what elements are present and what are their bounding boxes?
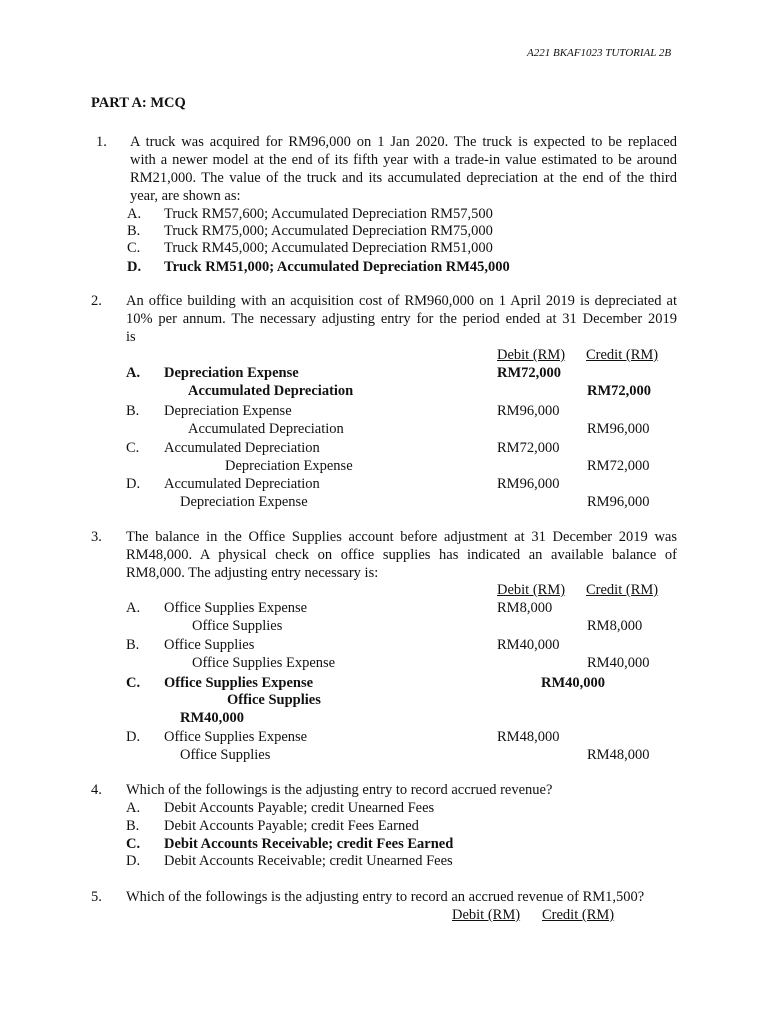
option-letter: A.: [126, 800, 141, 816]
question-text-line: with a newer model at the end of its fifth year with a trade-in value estimated to be around: [130, 152, 677, 168]
credit-amount: RM40,000: [587, 655, 650, 671]
credit-column-header: Credit (RM): [586, 582, 659, 598]
option-letter: D.: [126, 853, 141, 869]
question-text-line: A truck was acquired for RM96,000 on 1 Jan 2020. The truck is expected to be replaced: [130, 134, 677, 150]
page-header: A221 BKAF1023 TUTORIAL 2B: [527, 47, 672, 59]
question-number: 4.: [91, 782, 102, 798]
credit-account: Depreciation Expense: [225, 458, 353, 474]
debit-column-header: Debit (RM): [452, 907, 521, 923]
debit-amount: RM72,000: [497, 440, 560, 456]
option-text-answer: Truck RM51,000; Accumulated Depreciation RM45,000: [164, 259, 510, 275]
debit-account: Depreciation Expense: [164, 403, 292, 419]
credit-account: Office Supplies: [180, 747, 271, 763]
question-number: 2.: [91, 293, 102, 309]
question-text: Which of the followings is the adjusting entry to record an accrued revenue of RM1,500?: [126, 889, 645, 905]
debit-amount: RM96,000: [497, 476, 560, 492]
credit-account: Office Supplies: [227, 692, 321, 708]
credit-amount: RM48,000: [587, 747, 650, 763]
credit-amount: RM96,000: [587, 494, 650, 510]
question-text-line: An office building with an acquisition cost of RM960,000 on 1 April 2019 is depreciated at: [126, 293, 677, 309]
debit-amount: RM40,000: [497, 637, 560, 653]
question-text-line: year, are shown as:: [130, 188, 241, 204]
credit-amount: RM8,000: [587, 618, 643, 634]
option-text: Debit Accounts Payable; credit Unearned Fees: [164, 800, 435, 816]
debit-account: Accumulated Depreciation: [164, 476, 320, 492]
debit-amount: RM8,000: [497, 600, 553, 616]
question-number: 3.: [91, 529, 102, 545]
option-text: Truck RM45,000; Accumulated Depreciation RM51,000: [164, 240, 493, 256]
credit-account: Office Supplies: [192, 618, 283, 634]
option-letter: C.: [126, 440, 140, 456]
debit-amount: RM72,000: [497, 365, 562, 381]
credit-amount: RM72,000: [587, 458, 650, 474]
debit-account: Office Supplies Expense: [164, 600, 308, 616]
question-text: Which of the followings is the adjusting entry to record accrued revenue?: [126, 782, 553, 798]
option-letter: D.: [126, 729, 141, 745]
option-letter: B.: [126, 818, 140, 834]
debit-account: Accumulated Depreciation: [164, 440, 320, 456]
option-letter-answer: D.: [127, 259, 142, 275]
question-number: 1.: [96, 134, 107, 150]
debit-column-header: Debit (RM): [497, 347, 566, 363]
credit-account: Accumulated Depreciation: [188, 383, 354, 399]
debit-amount: RM40,000: [541, 675, 606, 691]
debit-amount: RM48,000: [497, 729, 560, 745]
option-text: Truck RM57,600; Accumulated Depreciation RM57,500: [164, 206, 493, 222]
option-letter-answer: C.: [126, 675, 141, 691]
part-title: PART A: MCQ: [91, 95, 186, 111]
credit-amount: RM72,000: [587, 383, 652, 399]
debit-account: Office Supplies: [164, 637, 255, 653]
option-letter: C.: [127, 240, 141, 256]
debit-account: Office Supplies Expense: [164, 675, 314, 691]
option-text: Truck RM75,000; Accumulated Depreciation RM75,000: [164, 223, 493, 239]
question-text-line: is: [126, 329, 136, 345]
credit-account: Office Supplies Expense: [192, 655, 336, 671]
debit-column-header: Debit (RM): [497, 582, 566, 598]
question-text-line: RM8,000. The adjusting entry necessary is:: [126, 565, 379, 581]
debit-amount: RM96,000: [497, 403, 560, 419]
credit-account: Depreciation Expense: [180, 494, 308, 510]
option-text-answer: Debit Accounts Receivable; credit Fees Earned: [164, 836, 454, 852]
debit-account: Office Supplies Expense: [164, 729, 308, 745]
question-number: 5.: [91, 889, 102, 905]
option-letter: B.: [127, 223, 141, 239]
credit-amount: RM96,000: [587, 421, 650, 437]
option-letter: A.: [126, 600, 141, 616]
option-text: Debit Accounts Payable; credit Fees Earned: [164, 818, 419, 834]
option-letter-answer: C.: [126, 836, 141, 852]
question-text-line: The balance in the Office Supplies account before adjustment at 31 December 2019 was: [126, 529, 677, 545]
option-letter: A.: [127, 206, 142, 222]
option-letter: B.: [126, 637, 140, 653]
question-text-line: 10% per annum. The necessary adjusting entry for the period ended at 31 December 2019: [126, 311, 677, 327]
credit-account: Accumulated Depreciation: [188, 421, 344, 437]
credit-amount: RM40,000: [180, 710, 245, 726]
option-letter: D.: [126, 476, 141, 492]
option-letter-answer: A.: [126, 365, 141, 381]
question-text-line: RM21,000. The value of the truck and its accumulated depreciation at the end of the third: [130, 170, 677, 186]
option-text: Debit Accounts Receivable; credit Unearned Fees: [164, 853, 453, 869]
credit-column-header: Credit (RM): [586, 347, 659, 363]
option-letter: B.: [126, 403, 140, 419]
debit-account: Depreciation Expense: [164, 365, 299, 381]
credit-column-header: Credit (RM): [542, 907, 615, 923]
question-text-line: RM48,000. A physical check on office supplies has indicated an available balance of: [126, 547, 677, 563]
